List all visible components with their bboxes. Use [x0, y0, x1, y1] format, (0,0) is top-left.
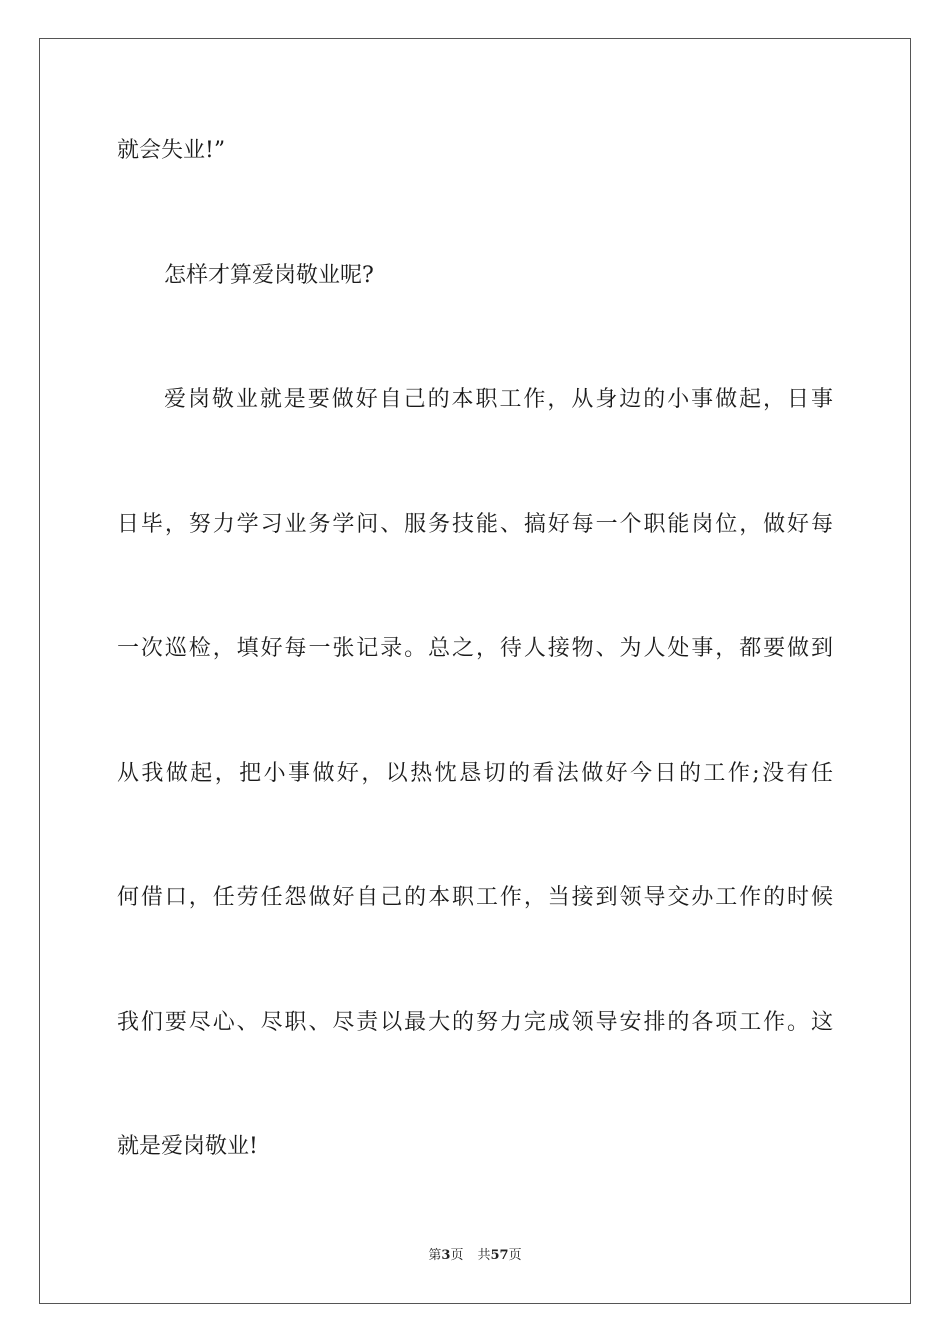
text-line-4: 日毕，努力学习业务学问、服务技能、搞好每一个职能岗位，做好每 — [117, 512, 833, 537]
page-footer — [0, 1247, 950, 1265]
text-line-5: 一次巡检，填好每一张记录。总之，待人接物、为人处事，都要做到 — [117, 636, 833, 661]
text-line-7: 何借口，任劳任怨做好自己的本职工作，当接到领导交办工作的时候 — [117, 885, 833, 910]
text-line-3: 爱岗敬业就是要做好自己的本职工作，从身边的小事做起，日事 — [164, 387, 833, 412]
text-line-9: 就是爱岗敬业! — [117, 1134, 258, 1159]
text-line-8: 我们要尽心、尽职、尽责以最大的努力完成领导安排的各项工作。这 — [117, 1010, 833, 1035]
text-line-2: 怎样才算爱岗敬业呢? — [164, 263, 374, 288]
footer-page-prefix: 第 — [428, 1248, 442, 1263]
footer-page-suffix: 页 — [450, 1248, 464, 1263]
footer-total-prefix: 共 — [477, 1248, 491, 1263]
page-border — [39, 38, 911, 1304]
footer-page-number: 3 — [441, 1248, 451, 1263]
footer-total-suffix: 页 — [508, 1248, 522, 1263]
footer-total-pages: 57 — [490, 1248, 509, 1263]
text-line-1: 就会失业!” — [117, 138, 226, 163]
text-line-6: 从我做起，把小事做好，以热忱恳切的看法做好今日的工作;没有任 — [117, 761, 833, 786]
